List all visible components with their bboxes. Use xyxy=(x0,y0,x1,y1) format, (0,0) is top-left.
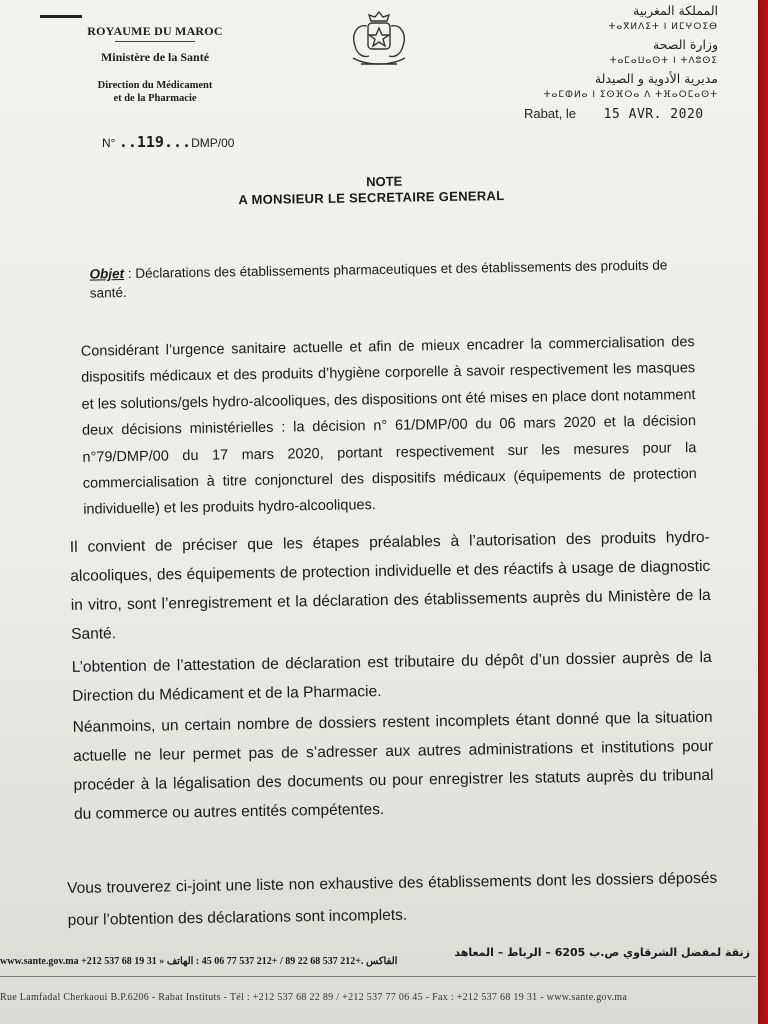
reference-number xyxy=(102,133,234,151)
subject-line xyxy=(89,255,680,302)
arabic-kingdom: المملكة المغربية xyxy=(633,3,718,18)
tifinagh-direction: ⵜⴰⵎⵀⵍⴰ ⵏ ⵉⵙⴼⵔⴰ ⴷ ⵜⴼⴰⵔⵎⴰⵙⵜ xyxy=(543,90,718,100)
footer-divider xyxy=(0,976,756,977)
footer-web-line: www.sante.gov.ma +212 537 68 19 31 » الفاكس .+212 537 68 22 89 / +212 537 77 06 45 : الهاتف xyxy=(0,956,398,967)
tifinagh-ministry: ⵜⴰⵎⴰⵡⴰⵙⵜ ⵏ ⵜⴷⵓⵙⵉ xyxy=(609,56,718,66)
footer-address: Rue Lamfadal Cherkaoui B.P.6206 - Rabat Instituts - Tél : +212 537 68 22 89 / +212 537 77 06 45 - Fax : +212 537 68 19 31 - www.sante.gov.ma xyxy=(0,992,628,1003)
footer-arabic-address: زنقة لمفضل الشرقاوي ص.ب 6205 – الرباط – المعاهد xyxy=(454,946,750,959)
paragraph-2: Il convient de préciser que les étapes préalables à l’autorisation des produits hydro-alcooliques, des équipements de protection individuelle et des réactifs à usage de diagnostic in vitro, sont l’enregistrement et la déclaration des établissements auprès du Ministère de la Santé. xyxy=(69,528,711,643)
paragraph-4: Néanmoins, un certain nombre de dossiers restent incomplets étant donné que la situation actuelle ne leur permet pas de s’adresser aux autres administrations et institutions pour procéder à la légalisation des documents ou pour enregistrer les statuts auprès du tribunal du commerce ou autres entités compétentes. xyxy=(72,708,714,823)
subject-text: : Déclarations des établissements pharmaceutiques et des établissements des produits de santé. xyxy=(89,257,668,301)
letterhead-left xyxy=(80,24,230,105)
note-recipient: A MONSIEUR LE SECRETAIRE GENERAL xyxy=(238,188,505,208)
header-dash xyxy=(40,15,82,18)
ref-suffix: DMP/00 xyxy=(191,136,235,150)
direction-label xyxy=(80,79,230,105)
royal-coat-of-arms-icon xyxy=(343,8,415,72)
arabic-direction: مديرية الأدوية و الصيدلة xyxy=(594,71,718,86)
date-stamp: 15 AVR. 2020 xyxy=(603,107,704,122)
date-line xyxy=(524,106,704,122)
tifinagh-kingdom: ⵜⴰⴳⵍⴷⵉⵜ ⵏ ⵍⵎⵖⵔⵉⴱ xyxy=(608,22,718,32)
header-divider xyxy=(115,41,195,42)
subject-label: Objet xyxy=(89,266,125,282)
city-label: Rabat, le xyxy=(524,106,577,121)
direction-line-1: Direction du Médicament xyxy=(97,80,213,91)
kingdom-label: ROYAUME DU MAROC xyxy=(87,24,223,38)
paragraph-1: Considérant l’urgence sanitaire actuelle et afin de mieux encadrer la commercialisation des dispositifs médicaux et des produits d’hygiène corporelle à savoir respectivement les masques et les solutions/gels hydro-alcooliques, des dispositions ont été mises en place dont notamment deux décisions ministérielles : la décision n° 61/DMP/00 du 06 mars 2020 et la décision n°79/DMP/00 du 17 mars 2020, portant respectivement sur les mesures pour la commercialisation à titre conjoncturel des dispositifs médicaux (équipements de protection individuelle) et les produits hydro-alcooliques. xyxy=(80,334,697,519)
note-title: NOTE xyxy=(366,173,403,190)
letterhead-right xyxy=(544,2,718,104)
paragraph-5: Vous trouverez ci-joint une liste non exhaustive des établissements dont les dossiers déposés pour l’obtention des déclarations sont incomplets. xyxy=(67,869,718,929)
direction-line-2: et de la Pharmacie xyxy=(113,93,197,104)
arabic-ministry: وزارة الصحة xyxy=(653,37,718,52)
note-body xyxy=(0,166,758,929)
ref-prefix: N° xyxy=(102,136,116,150)
ref-handwritten-number: ..119... xyxy=(118,133,192,151)
ministry-label: Ministère de la Santé xyxy=(100,50,210,64)
paragraph-3: L’obtention de l’attestation de déclaration est tributaire du dépôt d’un dossier auprès de la Direction du Médicament et de la Pharmacie. xyxy=(71,648,712,705)
